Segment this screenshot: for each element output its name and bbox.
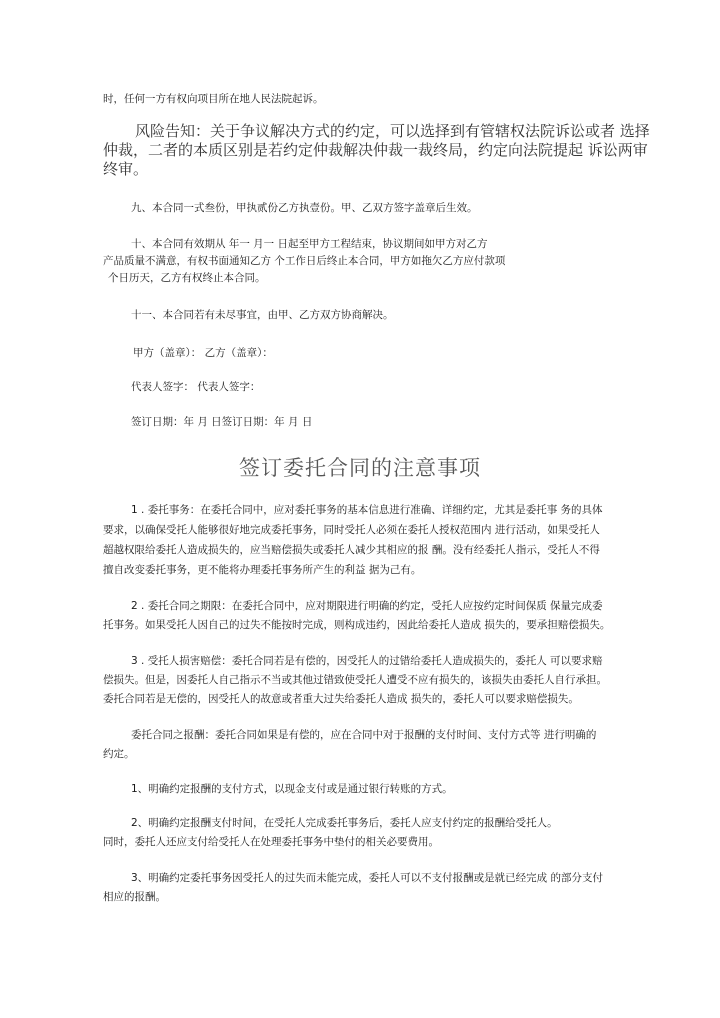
note-line: 同时，委托人还应支付给受托人在处理委托事务中垫付的相关必要费用。 — [103, 836, 439, 848]
note-line: 3、明确约定委托事务因受托人的过失而未能完成，委托人可以不支付报酬或是就已经完成 的部分支付 — [131, 872, 604, 884]
clause-11: 十一、本合同若有未尽事宜，由甲、乙方双方协商解决。 — [131, 309, 394, 321]
note-5: 1、明确约定报酬的支付方式，以现金支付或是通过银行转账的方式。 — [131, 783, 453, 795]
note-line: 托事务。如果受托人因自己的过失不能按时完成，则构成违约，因此给委托人造成 损失的，要承担赔偿损失。 — [103, 619, 611, 631]
note-line: 2 . 委托合同之期限：在委托合同中，应对期限进行明确的约定，受托人应按约定时间保质 保量完成委 — [131, 600, 603, 612]
note-line: 2、明确约定报酬支付时间，在受托人完成委托事务后，委托人应支付约定的报酬给受托人。 — [131, 817, 558, 829]
note-line: 要求，以确保受托人能够很好地完成委托事务，同时受托人必须在委托人授权范围内 进行活动，如果受托人 — [103, 524, 600, 536]
note-line: 超越权限给委托人造成损失的，应当赔偿损失或委托人减少其相应的报 酬。没有经委托人指示，受托人不得 — [103, 544, 600, 556]
risk-notice-line: 风险告知：关于争议解决方式的约定，可以选择到有管辖权法院诉讼或者 选择 — [135, 122, 650, 140]
note-line: 约定。 — [103, 748, 135, 760]
signature-representative: 代表人签字： 代表人签字： — [131, 381, 261, 393]
note-line: 偿损失。但是，因委托人自己指示不当或其他过错致使受托人遭受不应有损失的，该损失由委托人自行承担。 — [103, 674, 607, 686]
signature-party: 甲方（盖章）： 乙方（盖章）： — [133, 347, 273, 359]
note-line: 擅自改变委托事务，更不能将办理委托事务所产生的利益 据为己有。 — [103, 564, 422, 576]
clause-continuation: 时，任何一方有权向项目所在地人民法院起诉。 — [103, 93, 324, 105]
risk-notice-line: 仲裁，二者的本质区别是若约定仲裁解决仲裁一裁终局，约定向法院提起 诉讼两审 — [103, 141, 648, 159]
risk-notice-line: 终审。 — [103, 160, 149, 178]
signature-date: 签订日期：年 月 日签订日期：年 月 日 — [131, 416, 313, 428]
clause-10-line: 十、本合同有效期从 年一 月一 日起至甲方工程结束，协议期间如甲方对乙方 — [131, 238, 488, 250]
note-line: 3 . 受托人损害赔偿：委托合同若是有偿的，因受托人的过错给委托人造成损失的，委托人 可以要求赔 — [131, 655, 603, 667]
clause-10-line: 个日历天，乙方有权终止本合同。 — [108, 272, 266, 284]
note-line: 1 . 委托事务：在委托合同中，应对委托事务的基本信息进行准确、详细约定，尤其是委托事 务的具体 — [131, 504, 603, 516]
section-heading: 签订委托合同的注意事项 — [239, 456, 481, 480]
clause-9: 九、本合同一式叁份，甲执贰份乙方执壹份。甲、乙双方签字盖章后生效。 — [131, 202, 478, 214]
note-line: 委托合同若是无偿的，因受托人的故意或者重大过失给委托人造成 损失的，委托人可以要求赔偿损失。 — [103, 693, 579, 705]
note-line: 委托合同之报酬：委托合同如果是有偿的，应在合同中对于报酬的支付时间、支付方式等 进行明确的 — [131, 729, 597, 741]
note-line: 相应的报酬。 — [103, 891, 166, 903]
clause-10-line: 产品质量不满意，有权书面通知乙方 个工作日后终止本合同，甲方如拖欠乙方应付款项 — [103, 255, 506, 267]
